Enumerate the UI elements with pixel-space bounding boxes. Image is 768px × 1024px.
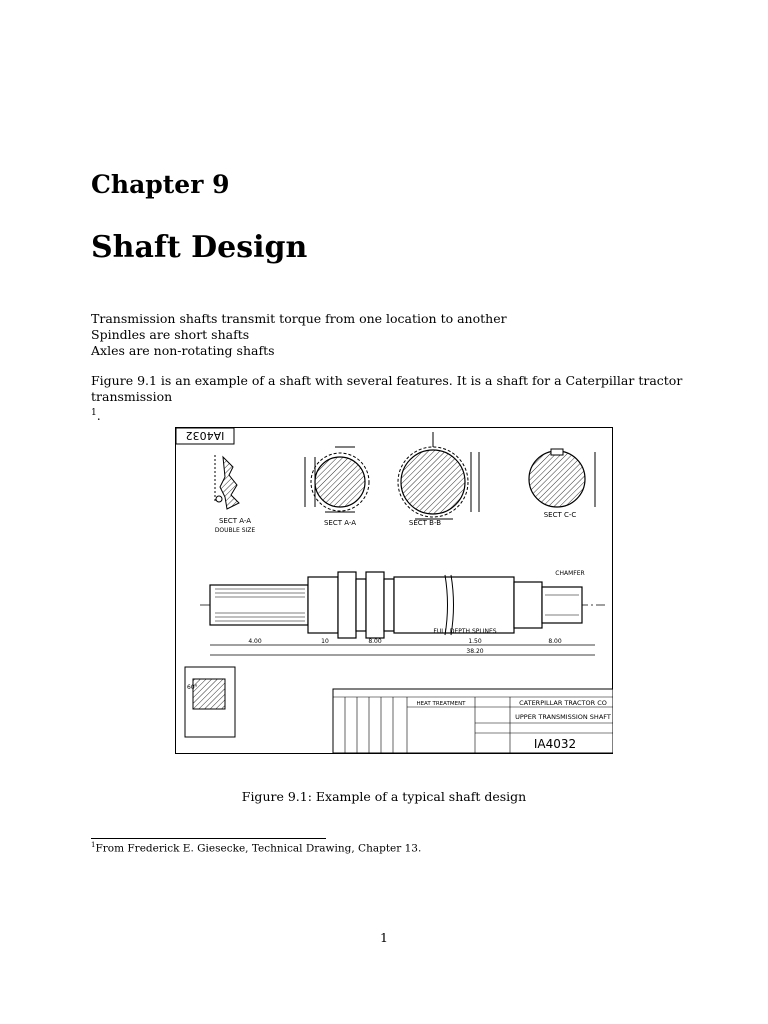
intro-line-1: Transmission shafts transmit torque from one location to another — [91, 311, 507, 326]
intro-line-2: Spindles are short shafts — [91, 327, 250, 342]
figure-intro-paragraph — [91, 373, 691, 424]
footnote-mark: 1 — [91, 841, 96, 849]
footnote — [91, 841, 421, 855]
footnote-reference[interactable]: 1 — [91, 408, 97, 418]
shaft-drawing-figure — [175, 427, 613, 754]
dim-c: 8.00 — [368, 638, 382, 645]
dim-overall: 38.20 — [466, 648, 484, 655]
figure-caption: Figure 9.1: Example of a typical shaft design — [241, 789, 527, 804]
sect-aa-label: SECT A-A — [218, 517, 252, 525]
dim-d: 1.50 — [468, 638, 482, 645]
sect-cc-label: SECT C-C — [543, 511, 577, 519]
chapter-title: Shaft Design — [91, 230, 308, 265]
angle-label: 60° — [187, 684, 198, 691]
heat-treatment-label: HEAT TREATMENT — [416, 701, 466, 707]
part-number-label: IA4032 — [533, 737, 577, 751]
paragraph-trailing: . — [96, 408, 101, 424]
page-number: 1 — [380, 930, 388, 945]
part-number-inverted: IA4032 — [185, 429, 225, 442]
paragraph-text: Figure 9.1 is an example of a shaft with several features. It is a shaft for a Caterpillar tractor transmission — [91, 373, 683, 404]
chamfer-label: CHAMFER — [555, 570, 585, 577]
company-label: CATERPILLAR TRACTOR CO — [519, 699, 607, 707]
sect-bb-label: SECT B-B — [408, 519, 442, 527]
chapter-label: Chapter 9 — [91, 170, 230, 199]
footnote-text: From Frederick E. Giesecke, Technical Drawing, Chapter 13. — [95, 842, 422, 855]
intro-line-3: Axles are non-rotating shafts — [91, 343, 275, 358]
detail-view — [185, 667, 235, 737]
double-size-label: DOUBLE SIZE — [214, 527, 256, 534]
dim-e: 8.00 — [548, 638, 562, 645]
title-block — [333, 689, 613, 753]
dim-a: 4.00 — [248, 638, 262, 645]
sect-aa-2-label: SECT A-A — [323, 519, 357, 527]
shaft-technical-drawing — [175, 427, 613, 754]
dim-b: 10 — [321, 638, 329, 645]
footnote-rule — [91, 838, 326, 839]
part-name-label: UPPER TRANSMISSION SHAFT — [515, 713, 611, 721]
full-depth-splines-label: FULL DEPTH SPLINES — [433, 628, 497, 635]
